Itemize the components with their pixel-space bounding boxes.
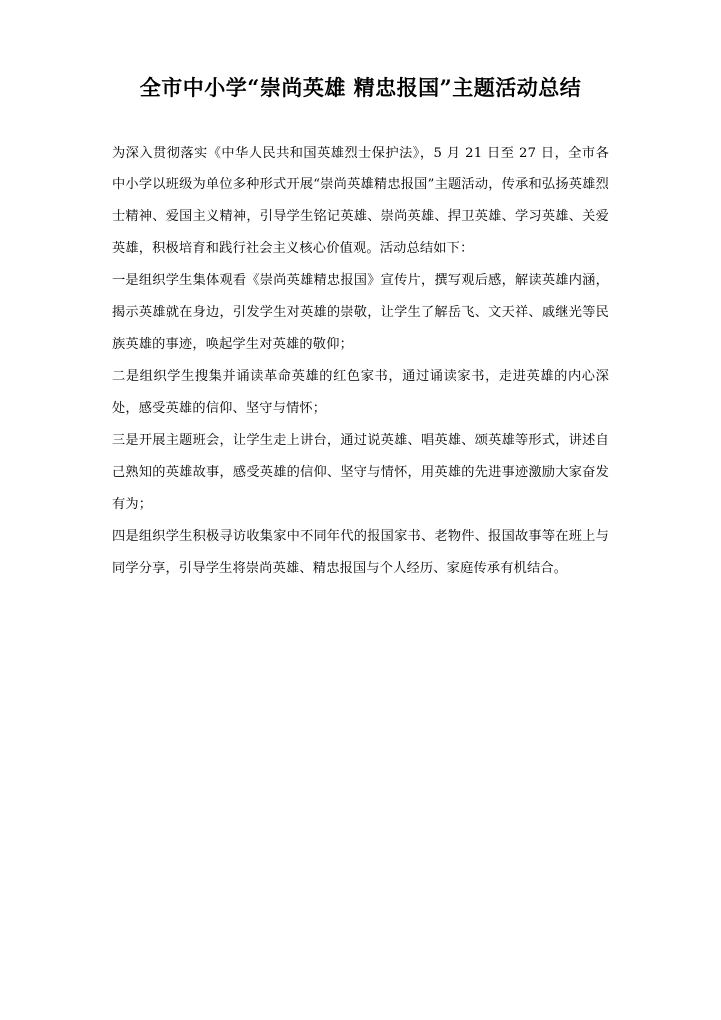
paragraph-5: 四是组织学生积极寻访收集家中不同年代的报国家书、老物件、报国故事等在班上与同学分享，引导学生将崇尚英雄、精忠报国与个人经历、家庭传承有机结合。 [112,528,609,576]
document-body [112,138,609,585]
paragraph-1: 为深入贯彻落实《中华人民共和国英雄烈士保护法》，5 月 21 日至 27 日，全市各中小学以班级为单位多种形式开展“崇尚英雄精忠报国”主题活动，传承和弘扬英雄烈士精神、爱国主义精神，引导学生铭记英雄、崇尚英雄、捍卫英雄、学习英雄、关爱英雄，积极培育和践行社会主义核心价值观。活动总结如下： [112,145,609,257]
page-title: 全市中小学“崇尚英雄 精忠报国”主题活动总结 [139,75,582,100]
paragraph-3: 二是组织学生搜集并诵读革命英雄的红色家书，通过诵读家书，走进英雄的内心深处，感受英雄的信仰、坚守与情怀； [112,369,609,416]
paragraph-4: 三是开展主题班会，让学生走上讲台，通过说英雄、唱英雄、颂英雄等形式，讲述自己熟知的英雄故事，感受英雄的信仰、坚守与情怀，用英雄的先进事迹激励大家奋发有为； [112,432,609,512]
paragraph-2: 一是组织学生集体观看《崇尚英雄精忠报国》宣传片，撰写观后感，解读英雄内涵，揭示英雄就在身边，引发学生对英雄的崇敬，让学生了解岳飞、文天祥、戚继光等民族英雄的事迹，唤起学生对英雄的敬仰； [112,273,609,353]
